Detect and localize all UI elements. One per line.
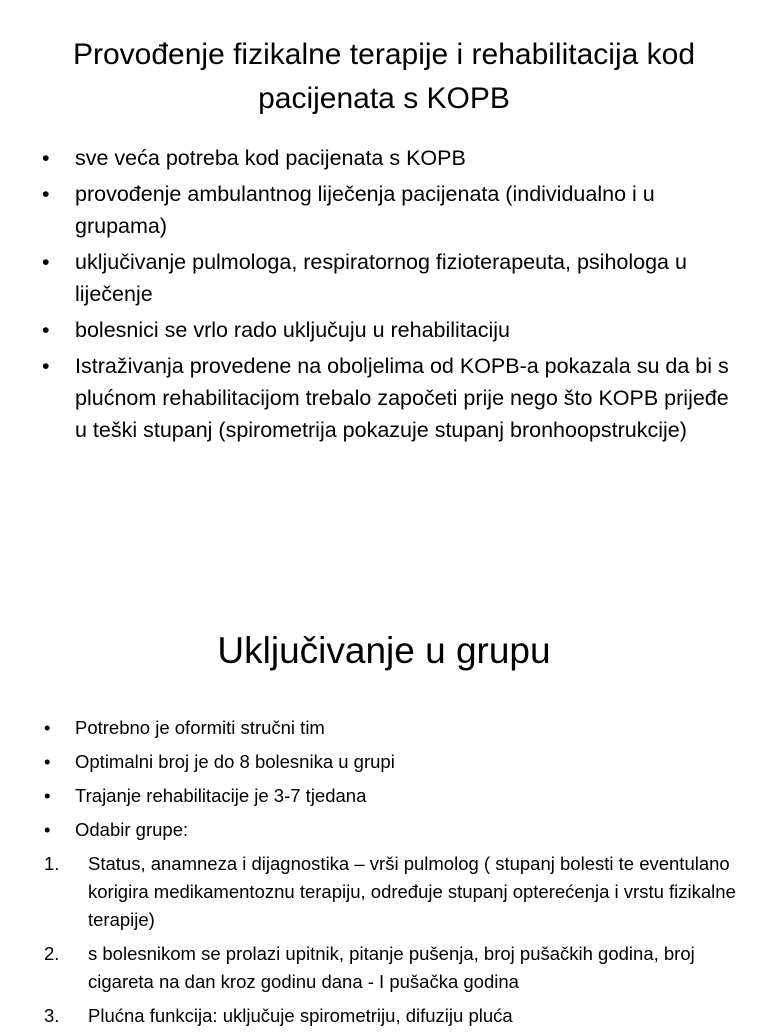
list-item [44,782,744,810]
bullet-icon: • [42,250,50,274]
slide-2-title: Uključivanje u grupu [217,630,551,671]
bullet-icon: • [42,146,50,170]
item-number: 3. [44,1005,60,1026]
bullet-icon: • [42,318,50,342]
list-item [42,246,742,310]
slide-1-bullet-list [42,142,742,450]
list-item-text: Optimalni broj je do 8 bolesnika u grupi [75,751,395,772]
bullet-icon: • [44,785,51,806]
numbered-item-text: s bolesnikom se prolazi upitnik, pitanje pušenja, broj pušačkih godina, broj cigareta na dan kroz godinu dana - I pušačka godina [88,943,695,992]
bullet-icon: • [44,819,51,840]
list-item-text: Potrebno je oformiti stručni tim [75,717,325,738]
slide-2 [0,512,768,1024]
list-item-text: Odabir grupe: [75,819,189,840]
numbered-item [44,1002,744,1030]
numbered-item [44,940,744,996]
numbered-item-text: Plućna funkcija: uključuje spirometriju, difuziju pluća [88,1005,513,1026]
item-number: 2. [44,943,60,964]
list-item [42,314,742,346]
slide-1 [0,0,768,512]
bullet-icon: • [42,182,50,206]
list-item-text: Trajanje rehabilitacije je 3-7 tjedana [75,785,367,806]
list-item-text: Istraživanja provedene na oboljelima od KOPB-a pokazala su da bi s plućnom rehabilitacijom trebalo započeti prije nego što KOPB prijeđe u teški stupanj (spirometrija pokazuje stupanj bronhoopstrukcije) [75,354,729,442]
item-number: 1. [44,853,60,874]
list-item [44,714,744,742]
list-item-text: bolesnici se vrlo rado uključuju u rehabilitaciju [75,318,511,342]
list-item-text: sve veća potreba kod pacijenata s KOPB [75,146,466,170]
bullet-icon: • [44,751,51,772]
list-item [42,178,742,242]
list-item-text: uključivanje pulmologa, respiratornog fizioterapeuta, psihologa u liječenje [75,250,687,306]
numbered-item-text: Status, anamneza i dijagnostika – vrši pulmolog ( stupanj bolesti te eventulano korigira medikamentoznu terapiju, određuje stupanj opterećenja i vrstu fizikalne terapije) [88,853,736,930]
list-item [42,350,742,446]
bullet-icon: • [44,717,51,738]
list-item [44,816,744,844]
slide-1-title: Provođenje fizikalne terapije i rehabilitacija kod pacijenata s KOPB [72,38,696,115]
list-item [44,748,744,776]
slide-2-bullet-list [44,714,744,850]
bullet-icon: • [42,354,50,378]
list-item-text: provođenje ambulantnog liječenja pacijenata (individualno i u grupama) [75,182,655,238]
slide-2-numbered-list [44,850,744,1036]
numbered-item [44,850,744,934]
list-item [42,142,742,174]
